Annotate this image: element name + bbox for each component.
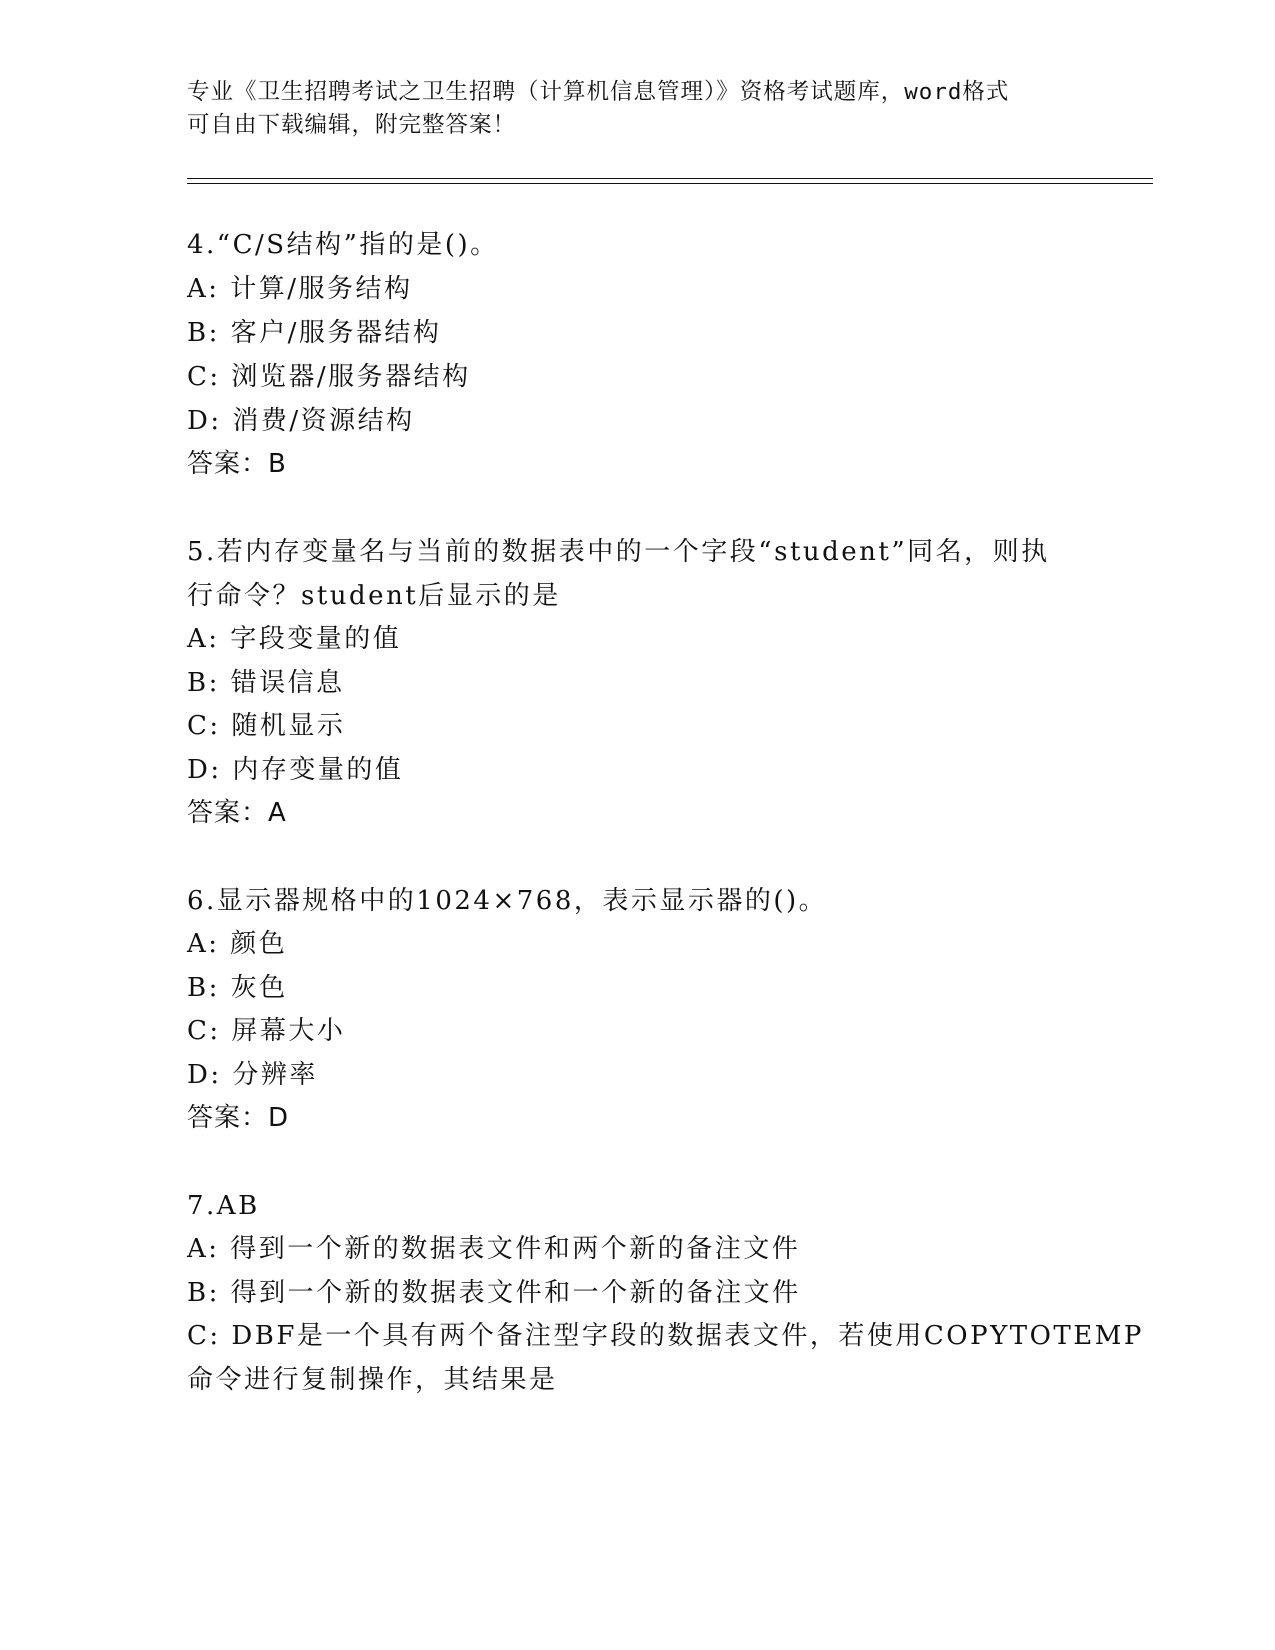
question-stem: 5.若内存变量名与当前的数据表中的一个字段“student”同名，则执 bbox=[187, 537, 1050, 567]
header-divider-top bbox=[187, 178, 1153, 179]
option-b: B: 得到一个新的数据表文件和一个新的备注文件 bbox=[187, 1278, 801, 1308]
question-stem-continued: 行命令？student后显示的是 bbox=[187, 581, 561, 611]
header-title-line-2: 可自由下载编辑，附完整答案！ bbox=[187, 112, 517, 138]
option-a: A: 字段变量的值 bbox=[187, 624, 402, 654]
option-c: C: DBF是一个具有两个备注型字段的数据表文件，若使用COPYTOTEMP bbox=[187, 1321, 1144, 1351]
answer-label: 答案：D bbox=[187, 1103, 290, 1133]
option-a: A: 计算/服务结构 bbox=[187, 274, 413, 304]
option-b: B: 错误信息 bbox=[187, 668, 345, 698]
option-a: A: 得到一个新的数据表文件和两个新的备注文件 bbox=[187, 1234, 801, 1264]
answer-label: 答案：B bbox=[187, 449, 287, 479]
answer-label: 答案：A bbox=[187, 798, 287, 828]
option-b: B: 灰色 bbox=[187, 973, 288, 1003]
option-d: D: 分辨率 bbox=[187, 1060, 318, 1090]
question-stem: 7.AB bbox=[187, 1191, 260, 1221]
option-d: D: 消费/资源结构 bbox=[187, 406, 415, 436]
option-a: A: 颜色 bbox=[187, 929, 288, 959]
question-stem: 4.“C/S结构”指的是()。 bbox=[187, 230, 499, 260]
option-d: D: 内存变量的值 bbox=[187, 755, 404, 785]
option-b: B: 客户/服务器结构 bbox=[187, 318, 442, 348]
option-c-continued: 命令进行复制操作，其结果是 bbox=[187, 1365, 558, 1395]
option-c: C: 浏览器/服务器结构 bbox=[187, 362, 471, 392]
option-c: C: 随机显示 bbox=[187, 711, 346, 741]
option-c: C: 屏幕大小 bbox=[187, 1016, 346, 1046]
header-title-line-1: 专业《卫生招聘考试之卫生招聘（计算机信息管理）》资格考试题库，word格式 bbox=[187, 79, 1010, 105]
header-divider-bottom bbox=[187, 183, 1153, 184]
question-stem: 6.显示器规格中的1024×768，表示显示器的()。 bbox=[187, 886, 828, 916]
